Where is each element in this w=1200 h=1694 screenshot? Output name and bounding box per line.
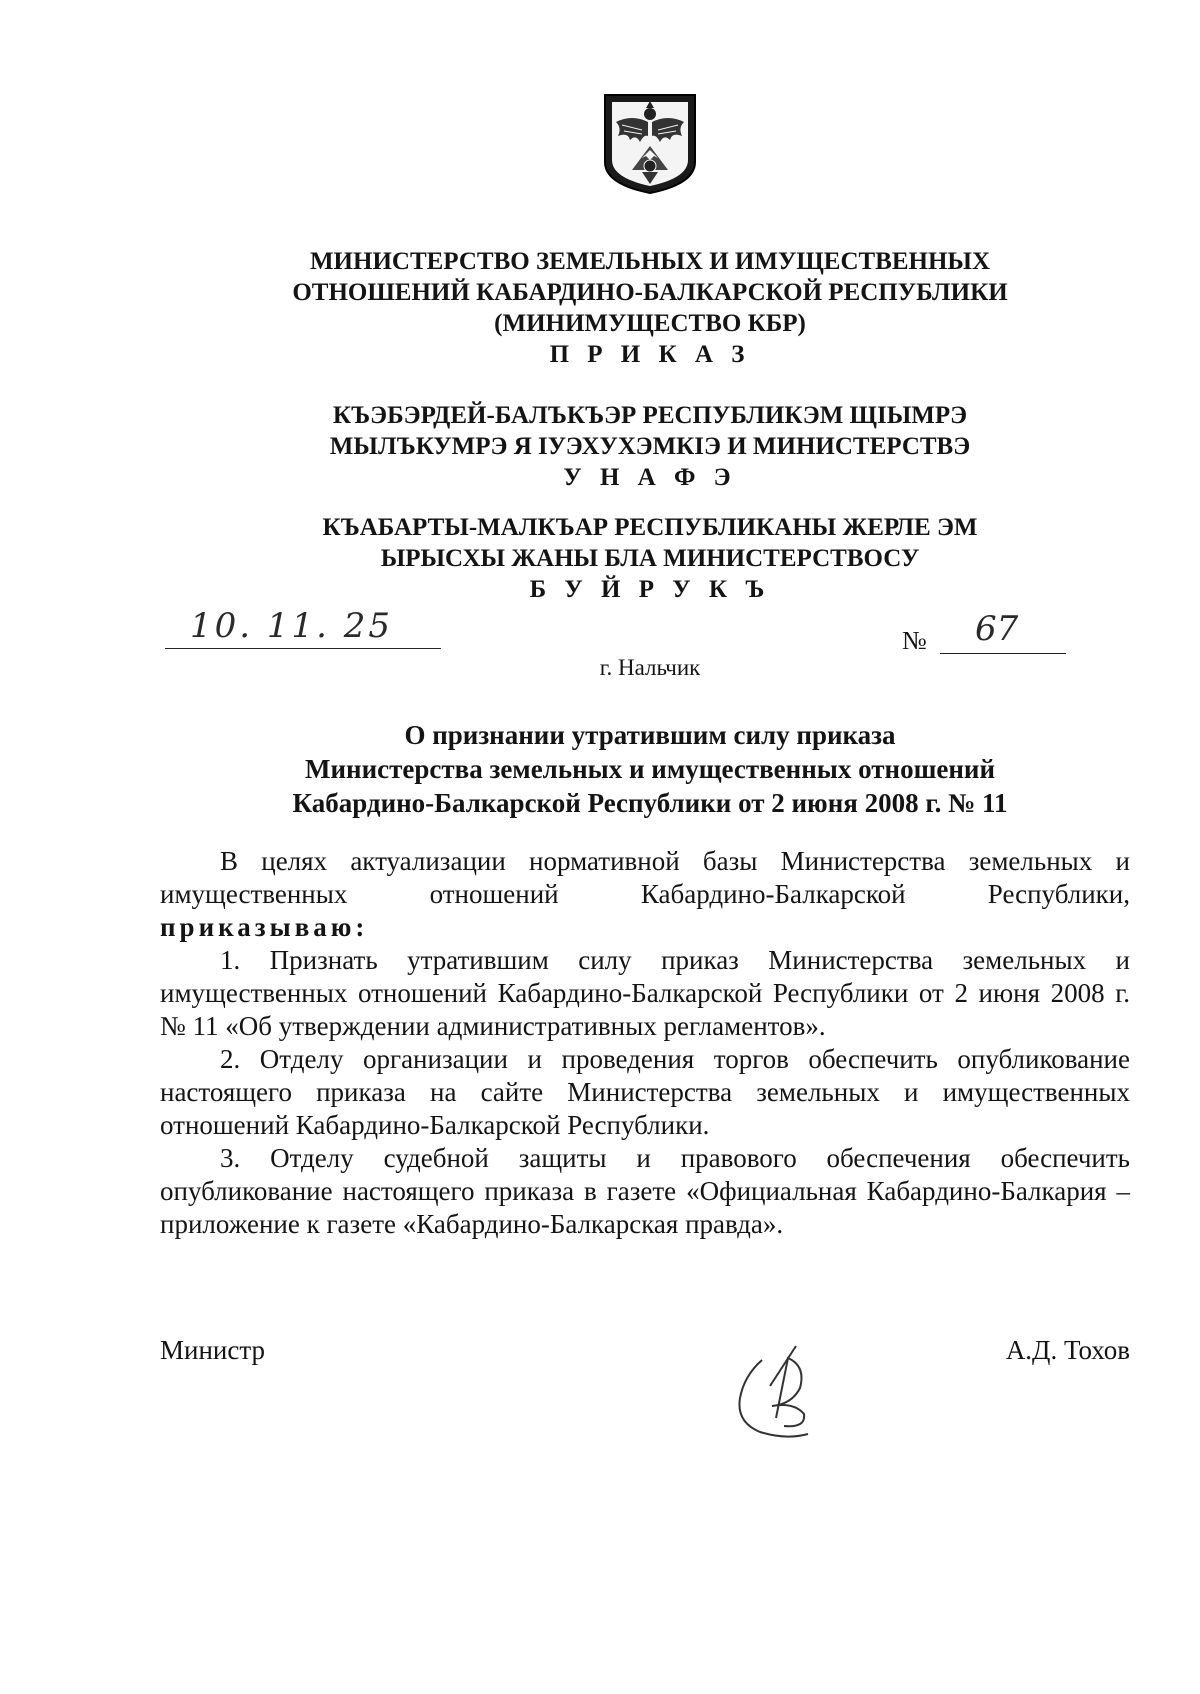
- city: г. Нальчик: [599, 655, 701, 680]
- ministry-header-kab: [200, 400, 1100, 493]
- ministry-header-bal: [200, 512, 1100, 605]
- intro-paragraph: В целях актуализации нормативной базы Министерства земельных и имущественных отношений Кабардино-Балкарской Республики,: [160, 846, 1130, 909]
- ministry-header-ru: [200, 246, 1100, 370]
- ministry-kab-line2: МЫЛЪКУМРЭ Я IУЭХУХЭМКIЭ И МИНИСТЕРСТВЭ: [329, 433, 971, 460]
- order-title: [170, 718, 1130, 820]
- ministry-kab-line1: КЪЭБЭРДЕЙ-БАЛЪКЪЭР РЕСПУБЛИКЭМ ЩIЫМРЭ: [332, 402, 968, 429]
- ministry-ru-line1: МИНИСТЕРСТВО ЗЕМЕЛЬНЫХ И ИМУЩЕСТВЕННЫХ: [309, 248, 991, 275]
- order-ru: П Р И К А З: [549, 341, 751, 368]
- title-line3: Кабардино-Балкарской Республики от 2 июня 2008 г. № 11: [292, 788, 1008, 818]
- order-word: приказываю:: [160, 912, 369, 942]
- number-sign: №: [902, 626, 927, 655]
- order-word-paragraph: [160, 911, 1130, 944]
- item-1: 1. Признать утратившим силу приказ Министерства земельных и имущественных отношений Кабардино-Балкарской Республики от 2 июня 2008 г. № 11 «Об утверждении административных регламентов».: [160, 945, 1130, 1041]
- item-3: 3. Отделу судебной защиты и правового обеспечения обеспечить опубликование настоящего приказа в газете «Официальная Кабардино-Балкария – приложение к газете «Кабардино-Балкарская правда».: [160, 1143, 1130, 1239]
- order-body: [160, 845, 1130, 1241]
- ministry-bal-line2: ЫРЫСХЫ ЖАНЫ БЛА МИНИСТЕРСТВОСУ: [380, 545, 920, 572]
- ministry-bal-line1: КЪАБАРТЫ-МАЛКЪАР РЕСПУБЛИКАНЫ ЖЕРЛЕ ЭМ: [322, 514, 978, 541]
- signatory-name: А.Д. Тохов: [1005, 1335, 1130, 1365]
- ministry-ru-line3: (МИНИМУЩЕСТВО КБР): [494, 310, 806, 337]
- title-line1: О признании утратившим силу приказа: [404, 720, 896, 750]
- order-bal: Б У Й Р У К Ъ: [529, 576, 771, 603]
- order-kab: У Н А Ф Э: [563, 464, 737, 491]
- signature-icon: [726, 1336, 836, 1446]
- title-line2: Министерства земельных и имущественных отношений: [304, 754, 996, 784]
- ministry-ru-line2: ОТНОШЕНИЙ КАБАРДИНО-БАЛКАРСКОЙ РЕСПУБЛИКИ: [292, 279, 1008, 306]
- order-number: 67: [975, 609, 1019, 649]
- item-2: 2. Отделу организации и проведения торгов обеспечить опубликование настоящего приказа на сайте Министерства земельных и имущественных отношений Кабардино-Балкарской Республики.: [160, 1044, 1130, 1140]
- signatory-position: Министр: [160, 1335, 265, 1365]
- coat-of-arms-icon: [602, 92, 698, 196]
- date-underline: [165, 646, 441, 649]
- order-date: 10. 11. 25: [190, 606, 394, 646]
- number-underline: [940, 651, 1066, 654]
